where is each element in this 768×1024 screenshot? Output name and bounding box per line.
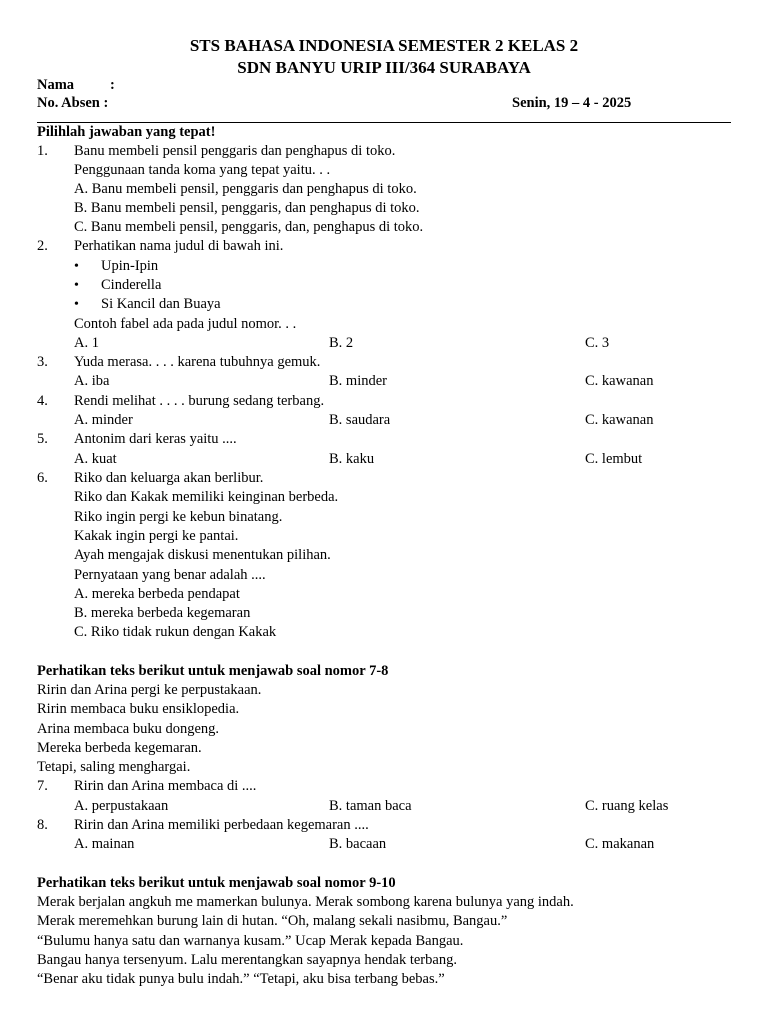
question-1-option-b (0, 199, 768, 218)
passage-line (0, 970, 768, 989)
option-b: B. bacaan (329, 836, 387, 852)
question-number: 5. (37, 431, 48, 447)
question-text: Riko dan Kakak memiliki keinginan berbeda. (74, 489, 339, 505)
passage-text: Arina membaca buku dongeng. (37, 721, 220, 737)
question-text: Kakak ingin pergi ke pantai. (74, 528, 239, 544)
question-number: 1. (37, 143, 48, 159)
question-7 (0, 777, 768, 796)
question-8-options (0, 835, 768, 854)
option-a: A. Banu membeli pensil, penggaris dan penghapus di toko. (74, 181, 417, 197)
instruction: Pilihlah jawaban yang tepat! (37, 124, 216, 140)
option-a: A. iba (74, 373, 110, 389)
option-c: C. 3 (585, 335, 610, 351)
section-heading-text: Perhatikan teks berikut untuk menjawab soal nomor 9-10 (37, 875, 396, 891)
school-name: SDN BANYU URIP III/364 SURABAYA (237, 58, 531, 77)
question-text: Ririn dan Arina memiliki perbedaan kegemaran .... (74, 817, 369, 833)
bullet-icon: • (74, 297, 79, 312)
passage-text: Mereka berbeda kegemaran. (37, 740, 202, 756)
question-1-text2 (0, 161, 768, 180)
passage-line (0, 932, 768, 951)
section-heading (0, 874, 768, 893)
option-b: B. minder (329, 373, 387, 389)
option-b: B. saudara (329, 412, 391, 428)
question-text: Pernyataan yang benar adalah .... (74, 567, 266, 583)
exam-title: STS BAHASA INDONESIA SEMESTER 2 KELAS 2 (189, 36, 579, 55)
option-a: A. 1 (74, 335, 99, 351)
passage-text: Ririn membaca buku ensiklopedia. (37, 701, 240, 717)
passage-line (0, 720, 768, 739)
option-b: B. Banu membeli pensil, penggaris, dan penghapus di toko. (74, 200, 420, 216)
question-number: 8. (37, 817, 48, 833)
question-2-text2 (0, 315, 768, 334)
question-6-option-b (0, 604, 768, 623)
question-6-line (0, 546, 768, 565)
option-c: C. kawanan (585, 373, 654, 389)
question-text: Banu membeli pensil penggaris dan penghapus di toko. (74, 143, 396, 159)
question-4-options (0, 411, 768, 430)
passage-line (0, 912, 768, 931)
question-number: 6. (37, 470, 48, 486)
question-2 (0, 237, 768, 256)
passage-line (0, 951, 768, 970)
passage-text: Merak berjalan angkuh me mamerkan bulunya. Merak sombong karena bulunya yang indah. (37, 894, 574, 910)
option-b: B. mereka berbeda kegemaran (74, 605, 251, 621)
option-c: C. makanan (585, 836, 655, 852)
passage-text: Tetapi, saling menghargai. (37, 759, 191, 775)
option-a: A. perpustakaan (74, 798, 169, 814)
passage-text: Bangau hanya tersenyum. Lalu merentangkan sayapnya hendak terbang. (37, 952, 457, 968)
passage-line (0, 893, 768, 912)
section-heading-text: Perhatikan teks berikut untuk menjawab soal nomor 7-8 (37, 663, 389, 679)
section-heading (0, 662, 768, 681)
option-a: A. mainan (74, 836, 135, 852)
instruction-line (0, 123, 768, 142)
passage-line (0, 758, 768, 777)
name-colon: : (110, 77, 115, 93)
exam-date: Senin, 19 – 4 - 2025 (512, 95, 632, 111)
bullet-item (0, 257, 768, 276)
question-7-options (0, 797, 768, 816)
question-number: 3. (37, 354, 48, 370)
passage-text: “Benar aku tidak punya bulu indah.” “Tetapi, aku bisa terbang bebas.” (37, 971, 445, 987)
question-3 (0, 353, 768, 372)
question-6-option-c (0, 623, 768, 642)
question-text: Antonim dari keras yaitu .... (74, 431, 237, 447)
question-number: 4. (37, 393, 48, 409)
question-6 (0, 469, 768, 488)
question-text: Yuda merasa. . . . karena tubuhnya gemuk. (74, 354, 321, 370)
option-b: B. 2 (329, 335, 354, 351)
option-c: C. lembut (585, 451, 643, 467)
question-6-option-a (0, 585, 768, 604)
bullet-text: Upin-Ipin (101, 258, 159, 274)
question-number: 7. (37, 778, 48, 794)
question-text: Rendi melihat . . . . burung sedang terbang. (74, 393, 325, 409)
question-6-line (0, 488, 768, 507)
bullet-item (0, 276, 768, 295)
question-3-options (0, 372, 768, 391)
option-c: C. ruang kelas (585, 798, 669, 814)
question-5-options (0, 450, 768, 469)
question-1-option-a (0, 180, 768, 199)
option-b: B. kaku (329, 451, 375, 467)
passage-line (0, 700, 768, 719)
question-1 (0, 142, 768, 161)
question-6-line (0, 508, 768, 527)
question-2-options (0, 334, 768, 353)
option-a: A. minder (74, 412, 133, 428)
question-4 (0, 392, 768, 411)
question-text: Ririn dan Arina membaca di .... (74, 778, 257, 794)
bullet-text: Si Kancil dan Buaya (101, 296, 221, 312)
absen-label: No. Absen : (37, 95, 109, 111)
question-6-line (0, 527, 768, 546)
question-1-option-c (0, 218, 768, 237)
option-c: C. Banu membeli pensil, penggaris, dan, penghapus di toko. (74, 219, 424, 235)
option-c: C. Riko tidak rukun dengan Kakak (74, 624, 277, 640)
question-6-line (0, 566, 768, 585)
passage-text: Ririn dan Arina pergi ke perpustakaan. (37, 682, 262, 698)
option-b: B. taman baca (329, 798, 412, 814)
option-c: C. kawanan (585, 412, 654, 428)
question-text: Ayah mengajak diskusi menentukan pilihan. (74, 547, 331, 563)
question-text: Penggunaan tanda koma yang tepat yaitu. . . (74, 162, 331, 178)
passage-text: Merak meremehkan burung lain di hutan. “Oh, malang sekali nasibmu, Bangau.” (37, 913, 508, 929)
question-text: Perhatikan nama judul di bawah ini. (74, 238, 284, 254)
name-label: Nama (37, 77, 75, 93)
bullet-icon: • (74, 278, 79, 293)
bullet-text: Cinderella (101, 277, 162, 293)
question-number: 2. (37, 238, 48, 254)
passage-line (0, 739, 768, 758)
option-a: A. kuat (74, 451, 117, 467)
question-text: Riko dan keluarga akan berlibur. (74, 470, 264, 486)
question-8 (0, 816, 768, 835)
question-text: Riko ingin pergi ke kebun binatang. (74, 509, 283, 525)
bullet-icon: • (74, 259, 79, 274)
passage-line (0, 681, 768, 700)
bullet-item (0, 295, 768, 314)
question-5 (0, 430, 768, 449)
question-text: Contoh fabel ada pada judul nomor. . . (74, 316, 297, 332)
passage-text: “Bulumu hanya satu dan warnanya kusam.” Ucap Merak kepada Bangau. (37, 933, 464, 949)
option-a: A. mereka berbeda pendapat (74, 586, 240, 602)
